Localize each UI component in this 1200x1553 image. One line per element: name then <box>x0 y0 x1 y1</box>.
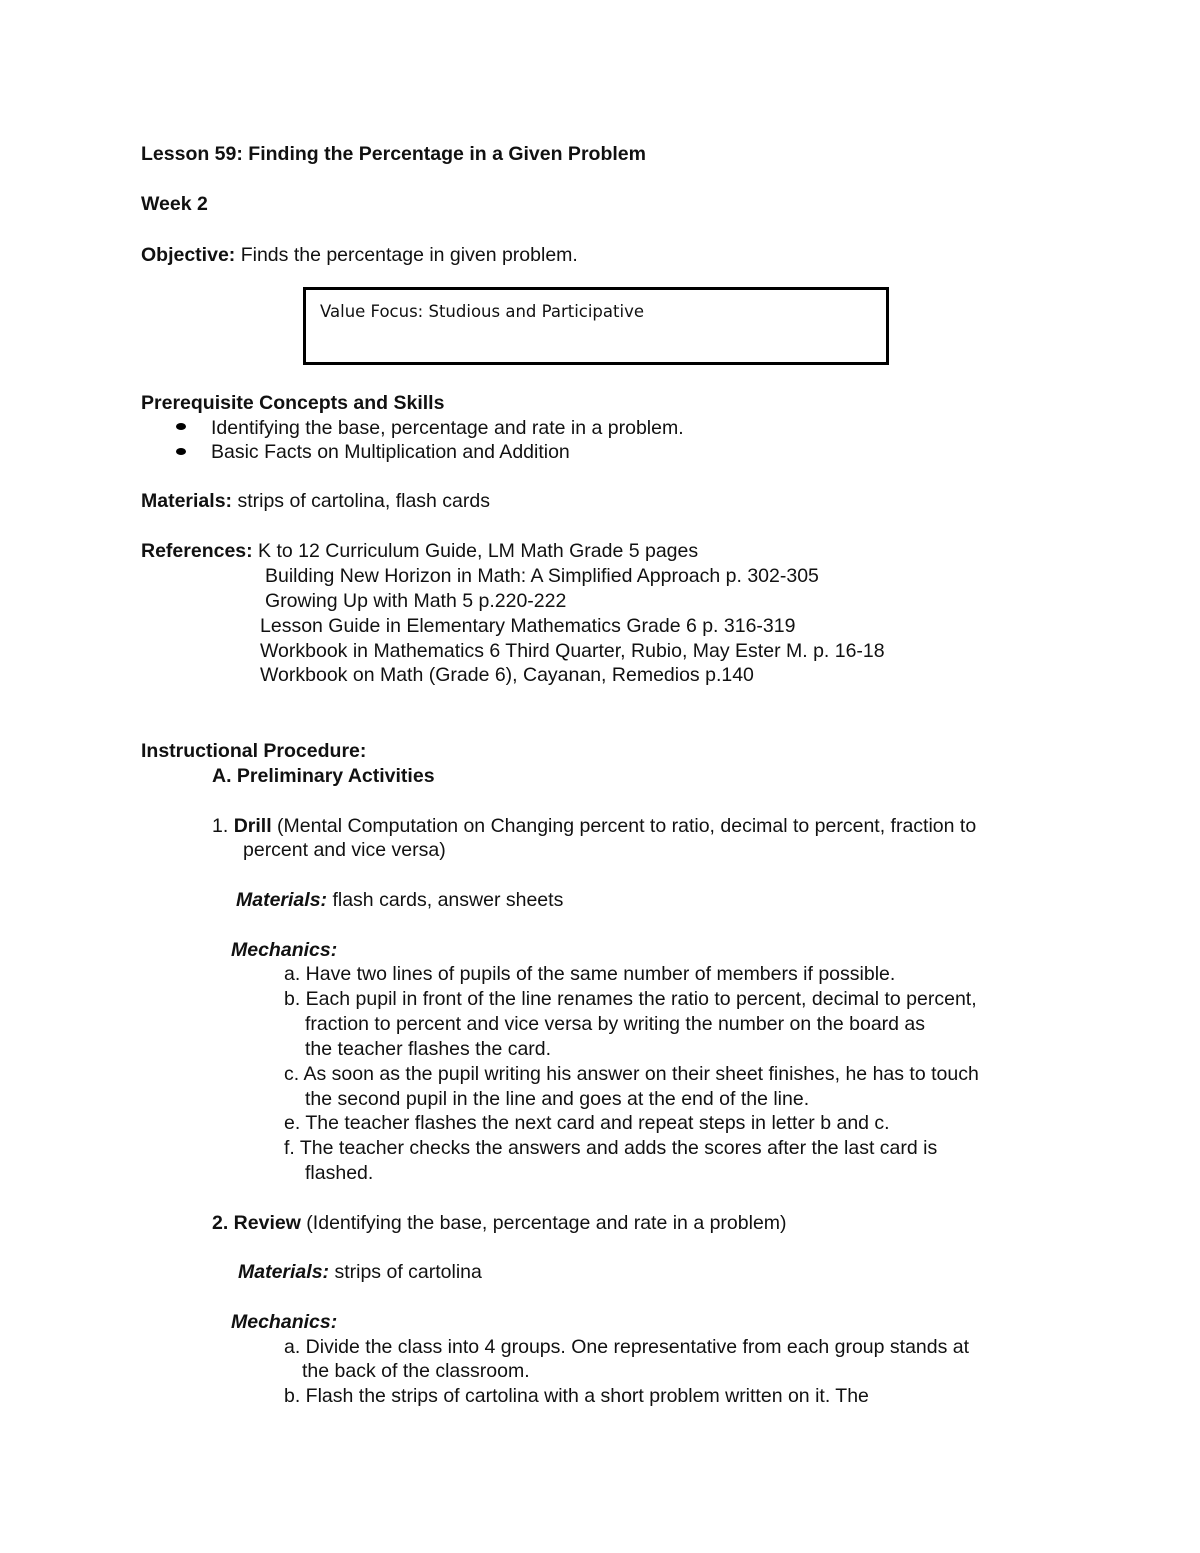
drill-materials-line <box>236 889 563 911</box>
value-focus-text: Value Focus: Studious and Participative <box>320 302 644 321</box>
prereq-heading: Prerequisite Concepts and Skills <box>141 392 445 414</box>
review-mechanics-label: Mechanics: <box>231 1311 338 1333</box>
reference-item: Lesson Guide in Elementary Mathematics Grade 6 p. 316-319 <box>260 615 796 637</box>
prereq-item: Identifying the base, percentage and rate in a problem. <box>211 417 684 439</box>
drill-step: f. The teacher checks the answers and adds the scores after the last card is <box>284 1137 938 1159</box>
drill-mechanics-label: Mechanics: <box>231 939 338 961</box>
prereq-item: Basic Facts on Multiplication and Addition <box>211 441 570 463</box>
drill-number: 1. <box>212 815 234 837</box>
drill-line <box>212 815 976 837</box>
procedure-heading: Instructional Procedure: <box>141 740 367 762</box>
materials-label: Materials: <box>141 490 233 512</box>
references-label: References: <box>141 540 253 562</box>
review-text: (Identifying the base, percentage and rate in a problem) <box>300 1212 787 1234</box>
bullet-icon <box>176 448 186 455</box>
drill-step-cont: flashed. <box>305 1162 374 1184</box>
drill-label: Drill <box>233 815 272 837</box>
objective-label: Objective: <box>141 244 236 266</box>
review-materials-label: Materials: <box>238 1261 330 1283</box>
drill-step-cont: the second pupil in the line and goes at the end of the line. <box>305 1088 810 1110</box>
section-a-heading: A. Preliminary Activities <box>212 765 435 787</box>
objective-text: Finds the percentage in given problem. <box>235 244 578 266</box>
lesson-title: Lesson 59: Finding the Percentage in a Given Problem <box>141 143 646 165</box>
drill-step-cont: the teacher flashes the card. <box>305 1038 552 1060</box>
reference-item: Building New Horizon in Math: A Simplified Approach p. 302-305 <box>265 565 819 587</box>
week-label: Week 2 <box>141 193 208 215</box>
drill-step: c. As soon as the pupil writing his answer on their sheet finishes, he has to touch <box>284 1063 979 1085</box>
review-label: 2. Review <box>212 1212 301 1234</box>
bullet-icon <box>176 423 186 430</box>
drill-step: b. Each pupil in front of the line renames the ratio to percent, decimal to percent, <box>284 988 977 1010</box>
references-line <box>141 540 698 562</box>
drill-materials-text: flash cards, answer sheets <box>327 889 564 911</box>
drill-materials-label: Materials: <box>236 889 328 911</box>
drill-text-cont: percent and vice versa) <box>243 839 446 861</box>
reference-item: Workbook in Mathematics 6 Third Quarter, Rubio, May Ester M. p. 16-18 <box>260 640 885 662</box>
drill-step: e. The teacher flashes the next card and repeat steps in letter b and c. <box>284 1112 890 1134</box>
drill-text: (Mental Computation on Changing percent to ratio, decimal to percent, fraction to <box>271 815 977 837</box>
review-materials-text: strips of cartolina <box>329 1261 482 1283</box>
review-step-cont: the back of the classroom. <box>302 1360 530 1382</box>
review-materials-line <box>238 1261 482 1283</box>
review-step: b. Flash the strips of cartolina with a short problem written on it. The <box>284 1385 869 1407</box>
drill-step-cont: fraction to percent and vice versa by writing the number on the board as <box>305 1013 926 1035</box>
materials-text: strips of cartolina, flash cards <box>232 490 490 512</box>
reference-item: Workbook on Math (Grade 6), Cayanan, Remedios p.140 <box>260 664 754 686</box>
objective-line <box>141 244 578 266</box>
review-line <box>212 1212 787 1234</box>
drill-step: a. Have two lines of pupils of the same number of members if possible. <box>284 963 896 985</box>
reference-item: K to 12 Curriculum Guide, LM Math Grade 5 pages <box>252 540 699 562</box>
materials-line <box>141 490 490 512</box>
value-focus-box <box>303 287 889 365</box>
reference-item: Growing Up with Math 5 p.220-222 <box>265 590 567 612</box>
review-step: a. Divide the class into 4 groups. One representative from each group stands at <box>284 1336 970 1358</box>
